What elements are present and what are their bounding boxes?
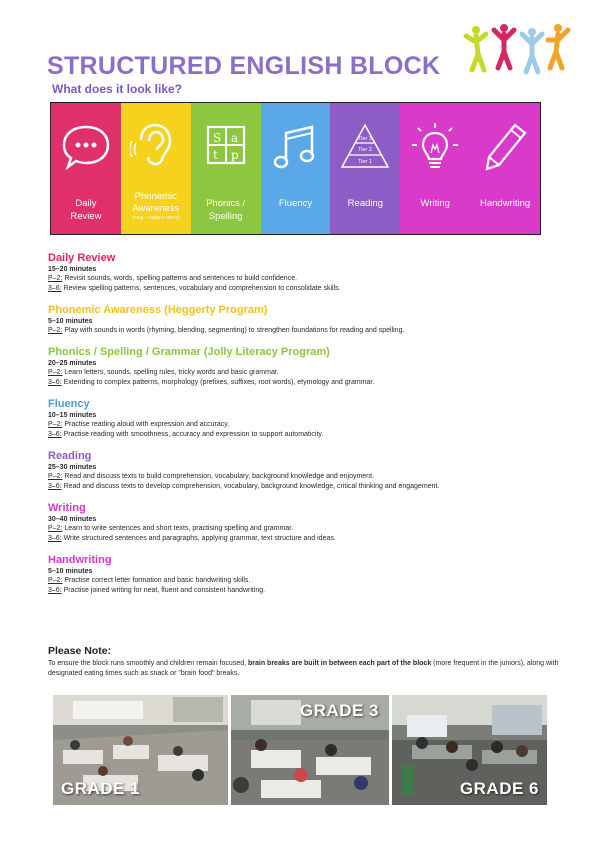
banner-label-note: (Prep – Grade 2 ONLY) (132, 215, 180, 220)
grade-range: 3–6: (48, 431, 62, 438)
section-line (48, 284, 568, 294)
pyramid-tier-2: Tier 2 (358, 147, 373, 153)
section-line (48, 274, 568, 284)
pencil-icon (479, 121, 531, 173)
grade-range: P–2: (48, 275, 63, 282)
banner-label: Handwriting (480, 198, 531, 209)
letter-puzzle-icon (200, 121, 252, 173)
section-line (48, 472, 568, 482)
section-duration: 25–30 minutes (48, 464, 97, 471)
section-line (48, 586, 568, 596)
banner-fluency (261, 103, 331, 234)
grade-6-photo (392, 695, 547, 805)
note-text: To ensure the block runs smoothly and children remain focused, brain breaks are built in between each part of the block (more frequent in the juniors), along with designated eating times such as snack or "brain food" breaks. (48, 660, 559, 677)
photo-caption: GRADE 6 (459, 779, 539, 798)
note-heading: Please Note: (48, 645, 112, 657)
banner-label: Phonics / Spelling (206, 198, 246, 222)
section-title: Handwriting (48, 554, 112, 566)
section-line (48, 326, 568, 336)
line-text: Practise joined writing for neat, fluent and consistent handwriting. (61, 587, 266, 594)
banner-label: Writing (420, 198, 450, 209)
section-phonemic (48, 304, 568, 336)
page-subtitle: What does it look like? (52, 82, 183, 96)
line-text: Practise reading aloud with expression and accuracy. (62, 421, 230, 428)
line-text: Extending to complex patterns, morphology (prefixes, suffixes, root words), etymology and grammar. (61, 379, 375, 386)
banner-label (121, 191, 191, 221)
photo-caption: GRADE 3 (299, 701, 379, 720)
line-text: Write structured sentences and paragraphs, applying grammar, text structure and ideas. (61, 535, 336, 542)
pyramid-tier-1: Tier 1 (358, 159, 373, 165)
line-text: Learn letters, sounds, spelling rules, tricky words and basic grammar. (62, 369, 279, 376)
grade-range: P–2: (48, 577, 63, 584)
please-note (48, 645, 568, 679)
section-title: Reading (48, 450, 92, 462)
svg-text:a: a (230, 131, 238, 145)
section-title: Daily Review (48, 252, 116, 264)
section-duration: 5–10 minutes (48, 568, 93, 575)
section-line (48, 534, 568, 544)
grade-range: P–2: (48, 525, 63, 532)
section-duration: 30–40 minutes (48, 516, 97, 523)
section-fluency (48, 398, 568, 440)
section-line (48, 524, 568, 534)
banner-phonemic-awareness (121, 103, 191, 234)
section-title: Writing (48, 502, 86, 514)
section-phonics (48, 346, 568, 388)
photo-caption: GRADE 1 (61, 779, 141, 798)
section-duration: 10–15 minutes (48, 412, 97, 419)
grade-range: P–2: (48, 421, 63, 428)
line-text: Revisit sounds, words, spelling patterns and sentences to build confidence. (62, 275, 298, 282)
grade-range: P–2: (48, 473, 63, 480)
grade-1-photo (53, 695, 228, 805)
line-text: Read and discuss texts to build comprehension, vocabulary, background knowledge and enjoyment. (62, 473, 374, 480)
section-line (48, 430, 568, 440)
tier-pyramid-icon (338, 121, 392, 173)
banner-label-text: Phonemic Awareness (132, 191, 180, 214)
banner-phonics-spelling (191, 103, 261, 234)
line-text: Practise correct letter formation and basic handwriting skills. (62, 577, 251, 584)
grade-range: 3–6: (48, 379, 62, 386)
section-line (48, 576, 568, 586)
svg-text:S: S (212, 131, 221, 145)
section-duration: 20–25 minutes (48, 360, 97, 367)
pyramid-tier-3: Tier 3 (358, 136, 373, 142)
grade-range: P–2: (48, 369, 63, 376)
lightbulb-icon (409, 121, 461, 173)
grade-range: 3–6: (48, 483, 62, 490)
dancing-figures-logo (462, 20, 572, 76)
section-title: Phonics / Spelling / Grammar (Jolly Literacy Program) (48, 346, 330, 358)
section-title: Fluency (48, 398, 90, 410)
banner-writing (400, 103, 470, 234)
svg-text:p: p (230, 148, 239, 162)
line-text: Play with sounds in words (rhyming, blending, segmenting) to strengthen foundations for reading and spelling. (62, 327, 405, 334)
line-text: Learn to write sentences and short texts, practising spelling and grammar. (62, 525, 294, 532)
section-line (48, 368, 568, 378)
banner-label: Fluency (278, 198, 313, 209)
section-duration: 15–20 minutes (48, 266, 97, 273)
sections-list (48, 252, 568, 606)
grade-range: 3–6: (48, 285, 62, 292)
banner-handwriting (470, 103, 540, 234)
section-daily (48, 252, 568, 294)
banner-reading (330, 103, 400, 234)
section-writing (48, 502, 568, 544)
section-line (48, 420, 568, 430)
line-text: Review spelling patterns, sentences, vocabulary and comprehension to consolidate skills. (61, 285, 341, 292)
section-line (48, 378, 568, 388)
grade-range: 3–6: (48, 587, 62, 594)
banner-label: Daily Review (70, 198, 102, 222)
section-handwriting (48, 554, 568, 596)
ear-icon (130, 121, 182, 173)
section-line (48, 482, 568, 492)
grade-range: P–2: (48, 327, 63, 334)
svg-text:t: t (212, 148, 218, 162)
speech-bubble-icon (60, 121, 112, 173)
music-note-icon (270, 121, 322, 173)
section-duration: 5–10 minutes (48, 318, 93, 325)
banner-daily-review (51, 103, 121, 234)
page-title: STRUCTURED ENGLISH BLOCK (47, 52, 441, 80)
banner-label: Reading (347, 198, 384, 209)
line-text: Practise reading with smoothness, accuracy and expression to support automaticity. (61, 431, 324, 438)
grade-3-photo (231, 695, 389, 805)
section-title: Phonemic Awareness (Heggerty Program) (48, 304, 268, 316)
grade-range: 3–6: (48, 535, 62, 542)
classroom-photos (53, 695, 547, 805)
section-reading (48, 450, 568, 492)
block-banner (50, 102, 541, 235)
line-text: Read and discuss texts to develop comprehension, vocabulary, background knowledge, critical thinking and engagement. (61, 483, 440, 490)
